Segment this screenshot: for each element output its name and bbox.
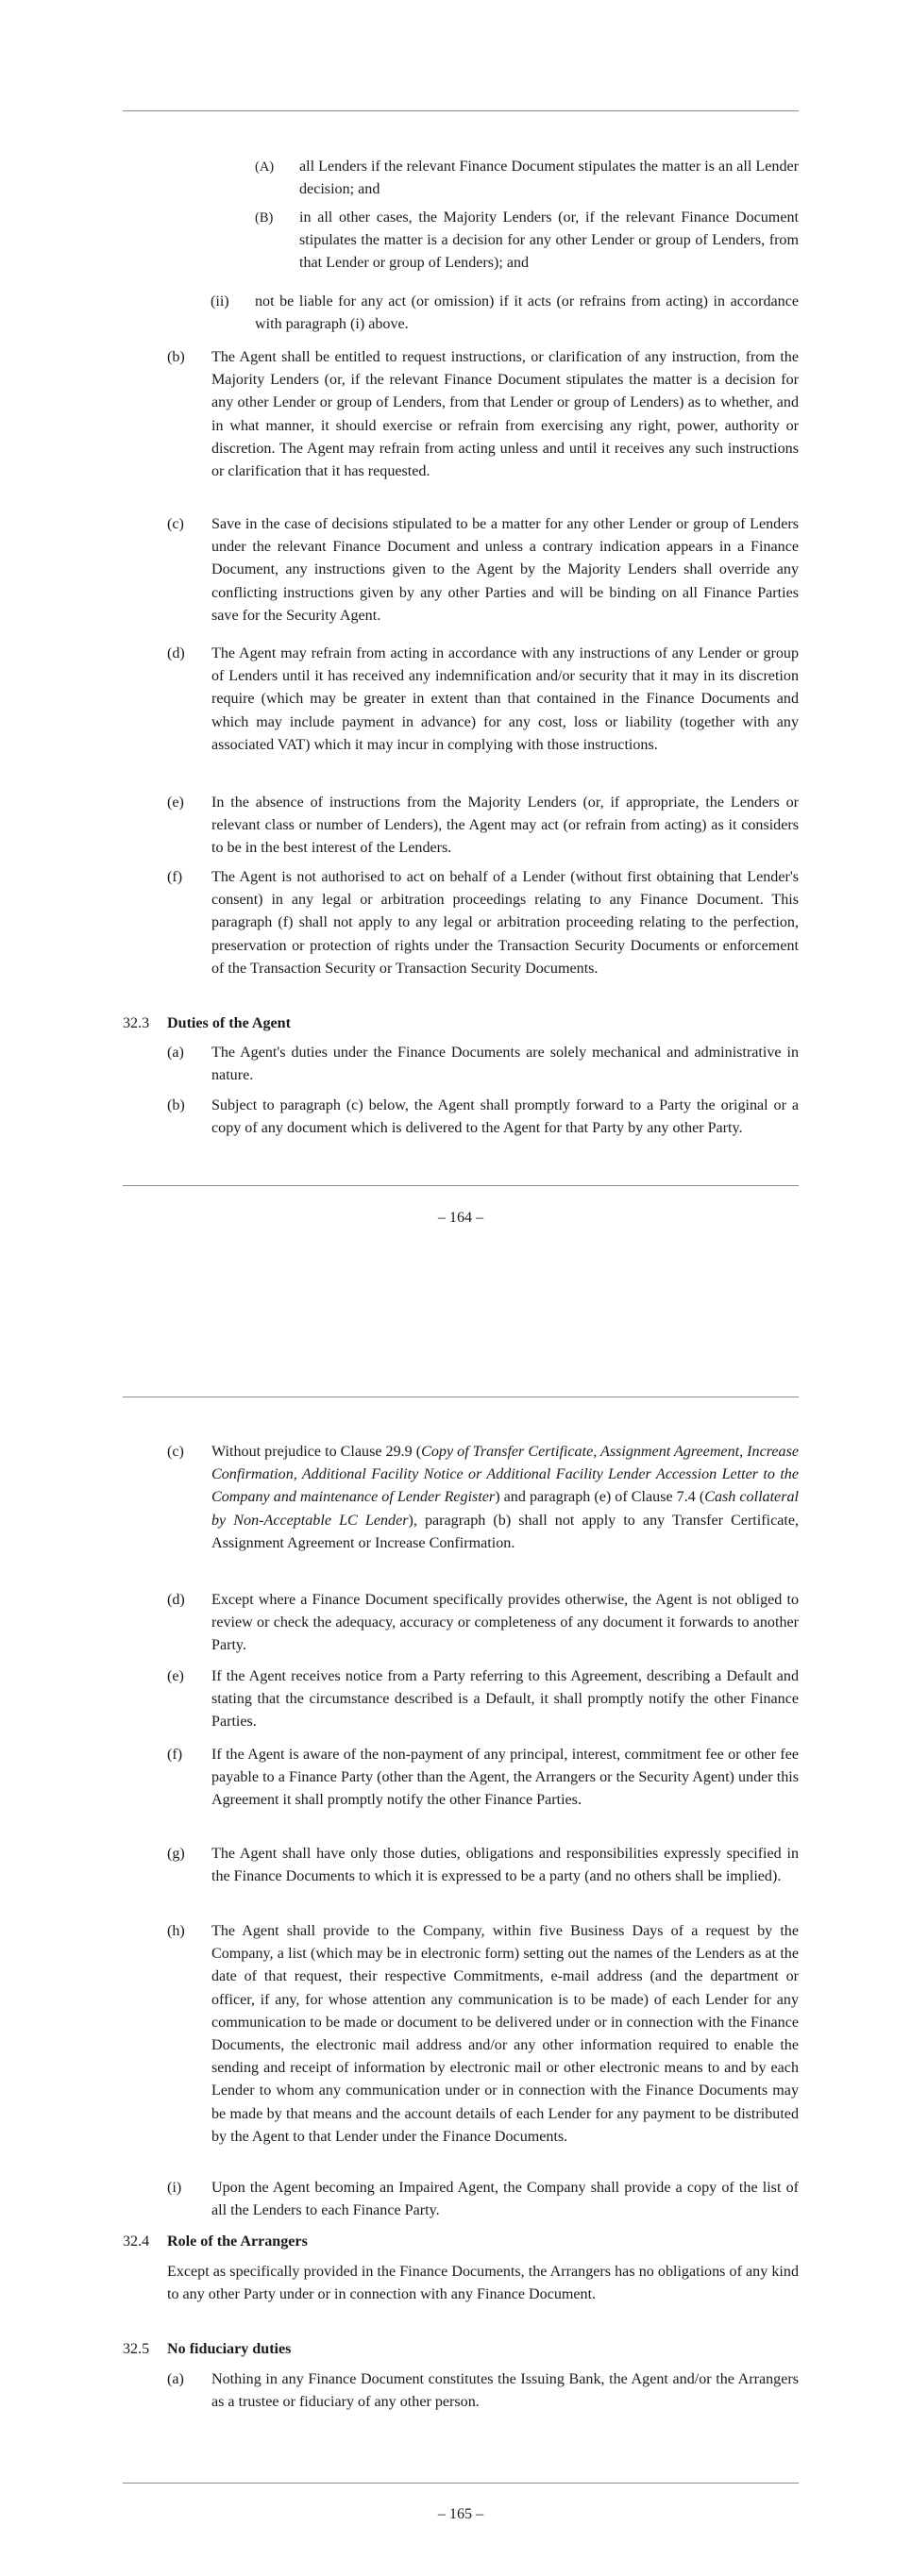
para-d-text: Except where a Finance Document specifically provides otherwise, the Agent is not obliged to review or check the adequacy, accuracy or completeness of any document it forwards to another Party. [211,1592,799,1654]
item-ii-text: not be liable for any act (or omission) if it acts (or refrains from acting) in accordance with paragraph (i) above. [255,293,799,333]
para-f-label: (f) [167,869,183,885]
para-b-text: The Agent shall be entitled to request instructions, or clarification of any instruction, from the Majority Lenders (or, if the relevant Finance Document stipulates the matter is a decision for any other Lender or group of Lenders, from that Lender or group of Lenders) as to whether, and in what manner, it should exercise or refrain from exercising any right, power, authority or discretion. The Agent may refrain from acting unless and until it receives any such instructions or clarification that it has requested. [211,349,799,480]
para-b-label: (b) [167,349,185,365]
para-c-label: (c) [167,516,184,532]
para-e-text: In the absence of instructions from the Majority Lenders (or, if appropriate, the Lenders or relevant class or number of Lenders), the Agent may act (or refrain from acting) as it considers to be in the best interest of the Lenders. [211,795,799,857]
duty-b-text: Subject to paragraph (c) below, the Agent shall promptly forward to a Party the original or a copy of any document which is delivered to the Agent for that Party by any other Party. [211,1097,799,1137]
item-ii-label: (ii) [211,293,229,309]
section-32-4-number: 32.4 [123,2233,150,2250]
para-h-text: The Agent shall provide to the Company, within five Business Days of a request by the Company, a list (which may be in electronic form) setting out the names of the Lenders as at the date of that request, their respective Commitments, e-mail address (and the department or officer, if any, for whose attention any communication is to be made) of each Lender for any communication to be made or document to be delivered under or in connection with the Finance Documents, the electronic mail address and/or any other information required to enable the sending and receipt of information by electronic mail or other electronic means to and by each Lender to whom any communication under or in connection with the Finance Documents may be made by that means and the account details of each Lender for any payment to be distributed by the Agent to that Lender under the Finance Documents. [211,1923,799,2145]
item-A-text: all Lenders if the relevant Finance Document stipulates the matter is an all Lender decision; and [299,159,799,198]
section-32-3-number: 32.3 [123,1015,150,1031]
section-32-3-title: Duties of the Agent [167,1015,291,1031]
item-B-text: in all other cases, the Majority Lenders (or, if the relevant Finance Document stipulates the matter is a decision for any other Lender or group of Lenders, from that Lender or group of Lenders); and [299,209,799,272]
page-number: – 164 – [437,1210,484,1226]
para-f-label: (f) [167,1747,183,1763]
page-top-rule [123,110,799,111]
page-bottom-rule [123,2483,799,2484]
duty-a-text: The Agent's duties under the Finance Documents are solely mechanical and administrative in nature. [211,1045,799,1084]
item-A-label: (A) [255,159,275,175]
duty-a-label: (a) [167,1045,184,1061]
para-h-label: (h) [167,1923,185,1939]
para-g-label: (g) [167,1846,185,1862]
no-fiduciary-a-label: (a) [167,2371,184,2387]
para-f-text: The Agent is not authorised to act on behalf of a Lender (without first obtaining that Lender's consent) in any legal or arbitration proceedings relating to any Finance Document. This paragraph (f) shall not apply to any legal or arbitration proceeding relating to the perfection, preservation or protection of rights under the Transaction Security Documents or enforcement of the Transaction Security or Transaction Security Documents. [211,869,799,977]
duty-b-label: (b) [167,1097,185,1113]
no-fiduciary-a-text: Nothing in any Finance Document constitutes the Issuing Bank, the Agent and/or the Arrangers as a trustee or fiduciary of any other person. [211,2371,799,2411]
section-32-4-text: Except as specifically provided in the Finance Documents, the Arrangers has no obligations of any kind to any other Party under or in connection with any Finance Document. [167,2264,799,2303]
item-B-label: (B) [255,210,274,226]
section-32-5-number: 32.5 [123,2341,150,2357]
para-d-text: The Agent may refrain from acting in accordance with any instructions of any Lender or group of Lenders until it has received any indemnification and/or security that it may in its discretion require (which may be greater in extent than that contained in the Finance Documents and which may include payment in advance) for any cost, loss or liability (together with any associated VAT) which it may incur in complying with those instructions. [211,645,799,753]
para-e-text: If the Agent receives notice from a Party referring to this Agreement, describing a Default and stating that the circumstance described is a Default, it shall promptly notify the other Finance Parties. [211,1668,799,1731]
para-c-text-1: Without prejudice to Clause 29.9 ( [211,1444,422,1460]
para-i-label: (i) [167,2180,182,2196]
para-d-label: (d) [167,645,185,661]
page-bottom-rule [123,1185,799,1186]
para-c-label: (c) [167,1444,184,1460]
clause-29-9-title: Copy of Transfer Certificate, Assignment Agreement, Increase Confirmation, Additional Facility Notice or Additional Facility Lender Accession Letter to the Company and maintenance of Lender Register [211,1444,799,1506]
para-e-label: (e) [167,795,184,811]
para-c-text-3: ) and paragraph (e) of Clause 7.4 ( [495,1489,705,1506]
para-c-text-5: ), paragraph (b) shall not apply to any Transfer Certificate, Assignment Agreement or Increase Confirmation. [211,1512,800,1551]
para-c-text: Save in the case of decisions stipulated to be a matter for any other Lender or group of Lenders under the relevant Finance Document and unless a contrary indication appears in a Finance Document, any instructions given to the Agent by the Majority Lenders shall override any conflicting instructions given by any other Parties and will be binding on all Finance Parties save for the Security Agent. [211,516,799,624]
section-32-5-title: No fiduciary duties [167,2341,292,2357]
para-d-label: (d) [167,1592,185,1608]
clause-7-4-title: Cash collateral by Non-Acceptable LC Lender [211,1489,799,1529]
para-i-text: Upon the Agent becoming an Impaired Agent, the Company shall provide a copy of the list of all the Lenders to each Finance Party. [211,2180,799,2219]
para-c-text [211,1441,799,1555]
page-number: – 165 – [437,2506,484,2522]
para-g-text: The Agent shall have only those duties, obligations and responsibilities expressly specified in the Finance Documents to which it is expressed to be a party (and no others shall be implied). [211,1846,799,1885]
para-e-label: (e) [167,1668,184,1684]
section-32-4-title: Role of the Arrangers [167,2233,308,2250]
para-f-text: If the Agent is aware of the non-payment of any principal, interest, commitment fee or other fee payable to a Finance Party (other than the Agent, the Arrangers or the Security Agent) under this Agreement it shall promptly notify the other Finance Parties. [211,1747,799,1809]
